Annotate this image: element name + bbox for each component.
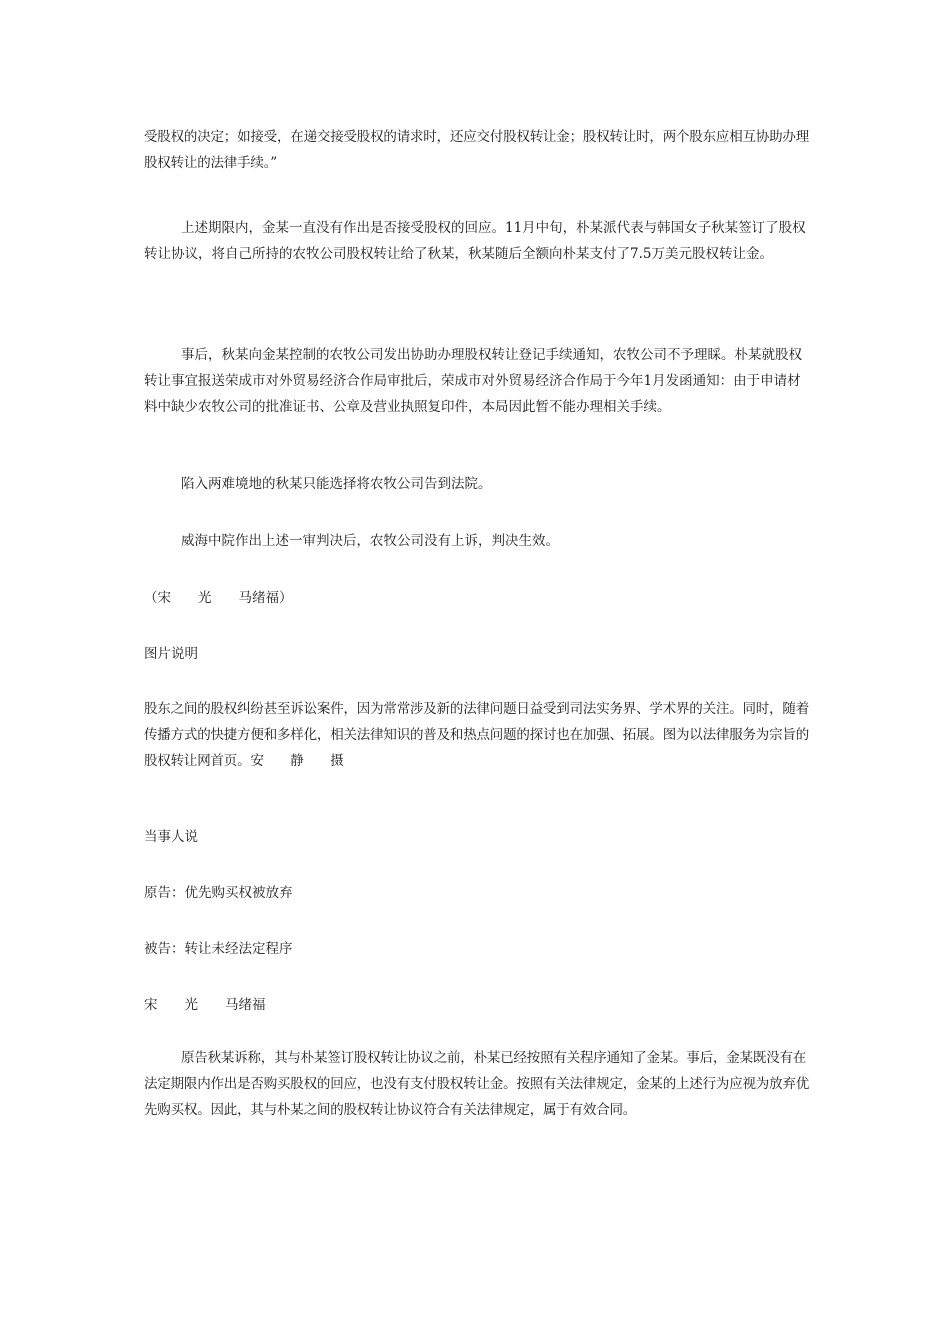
paragraph-plaintiff-claim: 原告秋某诉称，其与朴某签订股权转让协议之前，朴某已经按照有关程序通知了金某。事后，金某既没有在法定期限内作出是否购买股权的回应，也没有支付股权转让金。按照有关法律规定，金某的上述行为应视为放弃优先购买权。因此，其与朴某之间的股权转让协议符合有关法律规定，属于有效合同。 [144,1050,809,1118]
heading-parties-say: 当事人说 [144,829,198,845]
heading-defendant: 被告：转让未经法定程序 [144,941,293,957]
paragraph-approval-notice: 事后，秋某向金某控制的农牧公司发出协助办理股权转让登记手续通知，农牧公司不予理睬。朴某就股权转让事宜报送荣成市对外贸易经济合作局审批后，荣成市对外贸易经济合作局于今年1月发函通知：由于申请材料中缺少农牧公司的批准证书、公章及营业执照复印件，本局因此暂不能办理相关手续。 [144,347,802,415]
heading-photo-caption: 图片说明 [144,646,198,662]
paragraph-continuation: 受股权的决定；如接受，在递交接受股权的请求时，还应交付股权转让金；股权转让时，两个股东应相互协助办理股权转让的法律手续。” [144,129,809,171]
paragraph-lawsuit: 陷入两难境地的秋某只能选择将农牧公司告到法院。 [181,476,492,492]
byline-authors-2: 宋 光 马绪福 [144,997,266,1013]
paragraph-judgment-effective: 威海中院作出上述一审判决后，农牧公司没有上诉，判决生效。 [181,533,559,549]
byline-authors: （宋 光 马绪福） [144,590,293,606]
heading-plaintiff: 原告：优先购买权被放弃 [144,885,293,901]
paragraph-photo-caption: 股东之间的股权纠纷甚至诉讼案件，因为常常涉及新的法律问题日益受到司法实务界、学术界的关注。同时，随着传播方式的快捷方便和多样化，相关法律知识的普及和热点问题的探讨也在加强、拓展。图为以法律服务为宗旨的股权转让网首页。安 静 摄 [144,701,809,769]
paragraph-transfer-agreement: 上述期限内，金某一直没有作出是否接受股权的回应。11月中旬，朴某派代表与韩国女子秋某签订了股权转让协议，将自己所持的农牧公司股权转让给了秋某，秋某随后全额向朴某支付了7.5万美元股权转让金。 [144,220,806,262]
